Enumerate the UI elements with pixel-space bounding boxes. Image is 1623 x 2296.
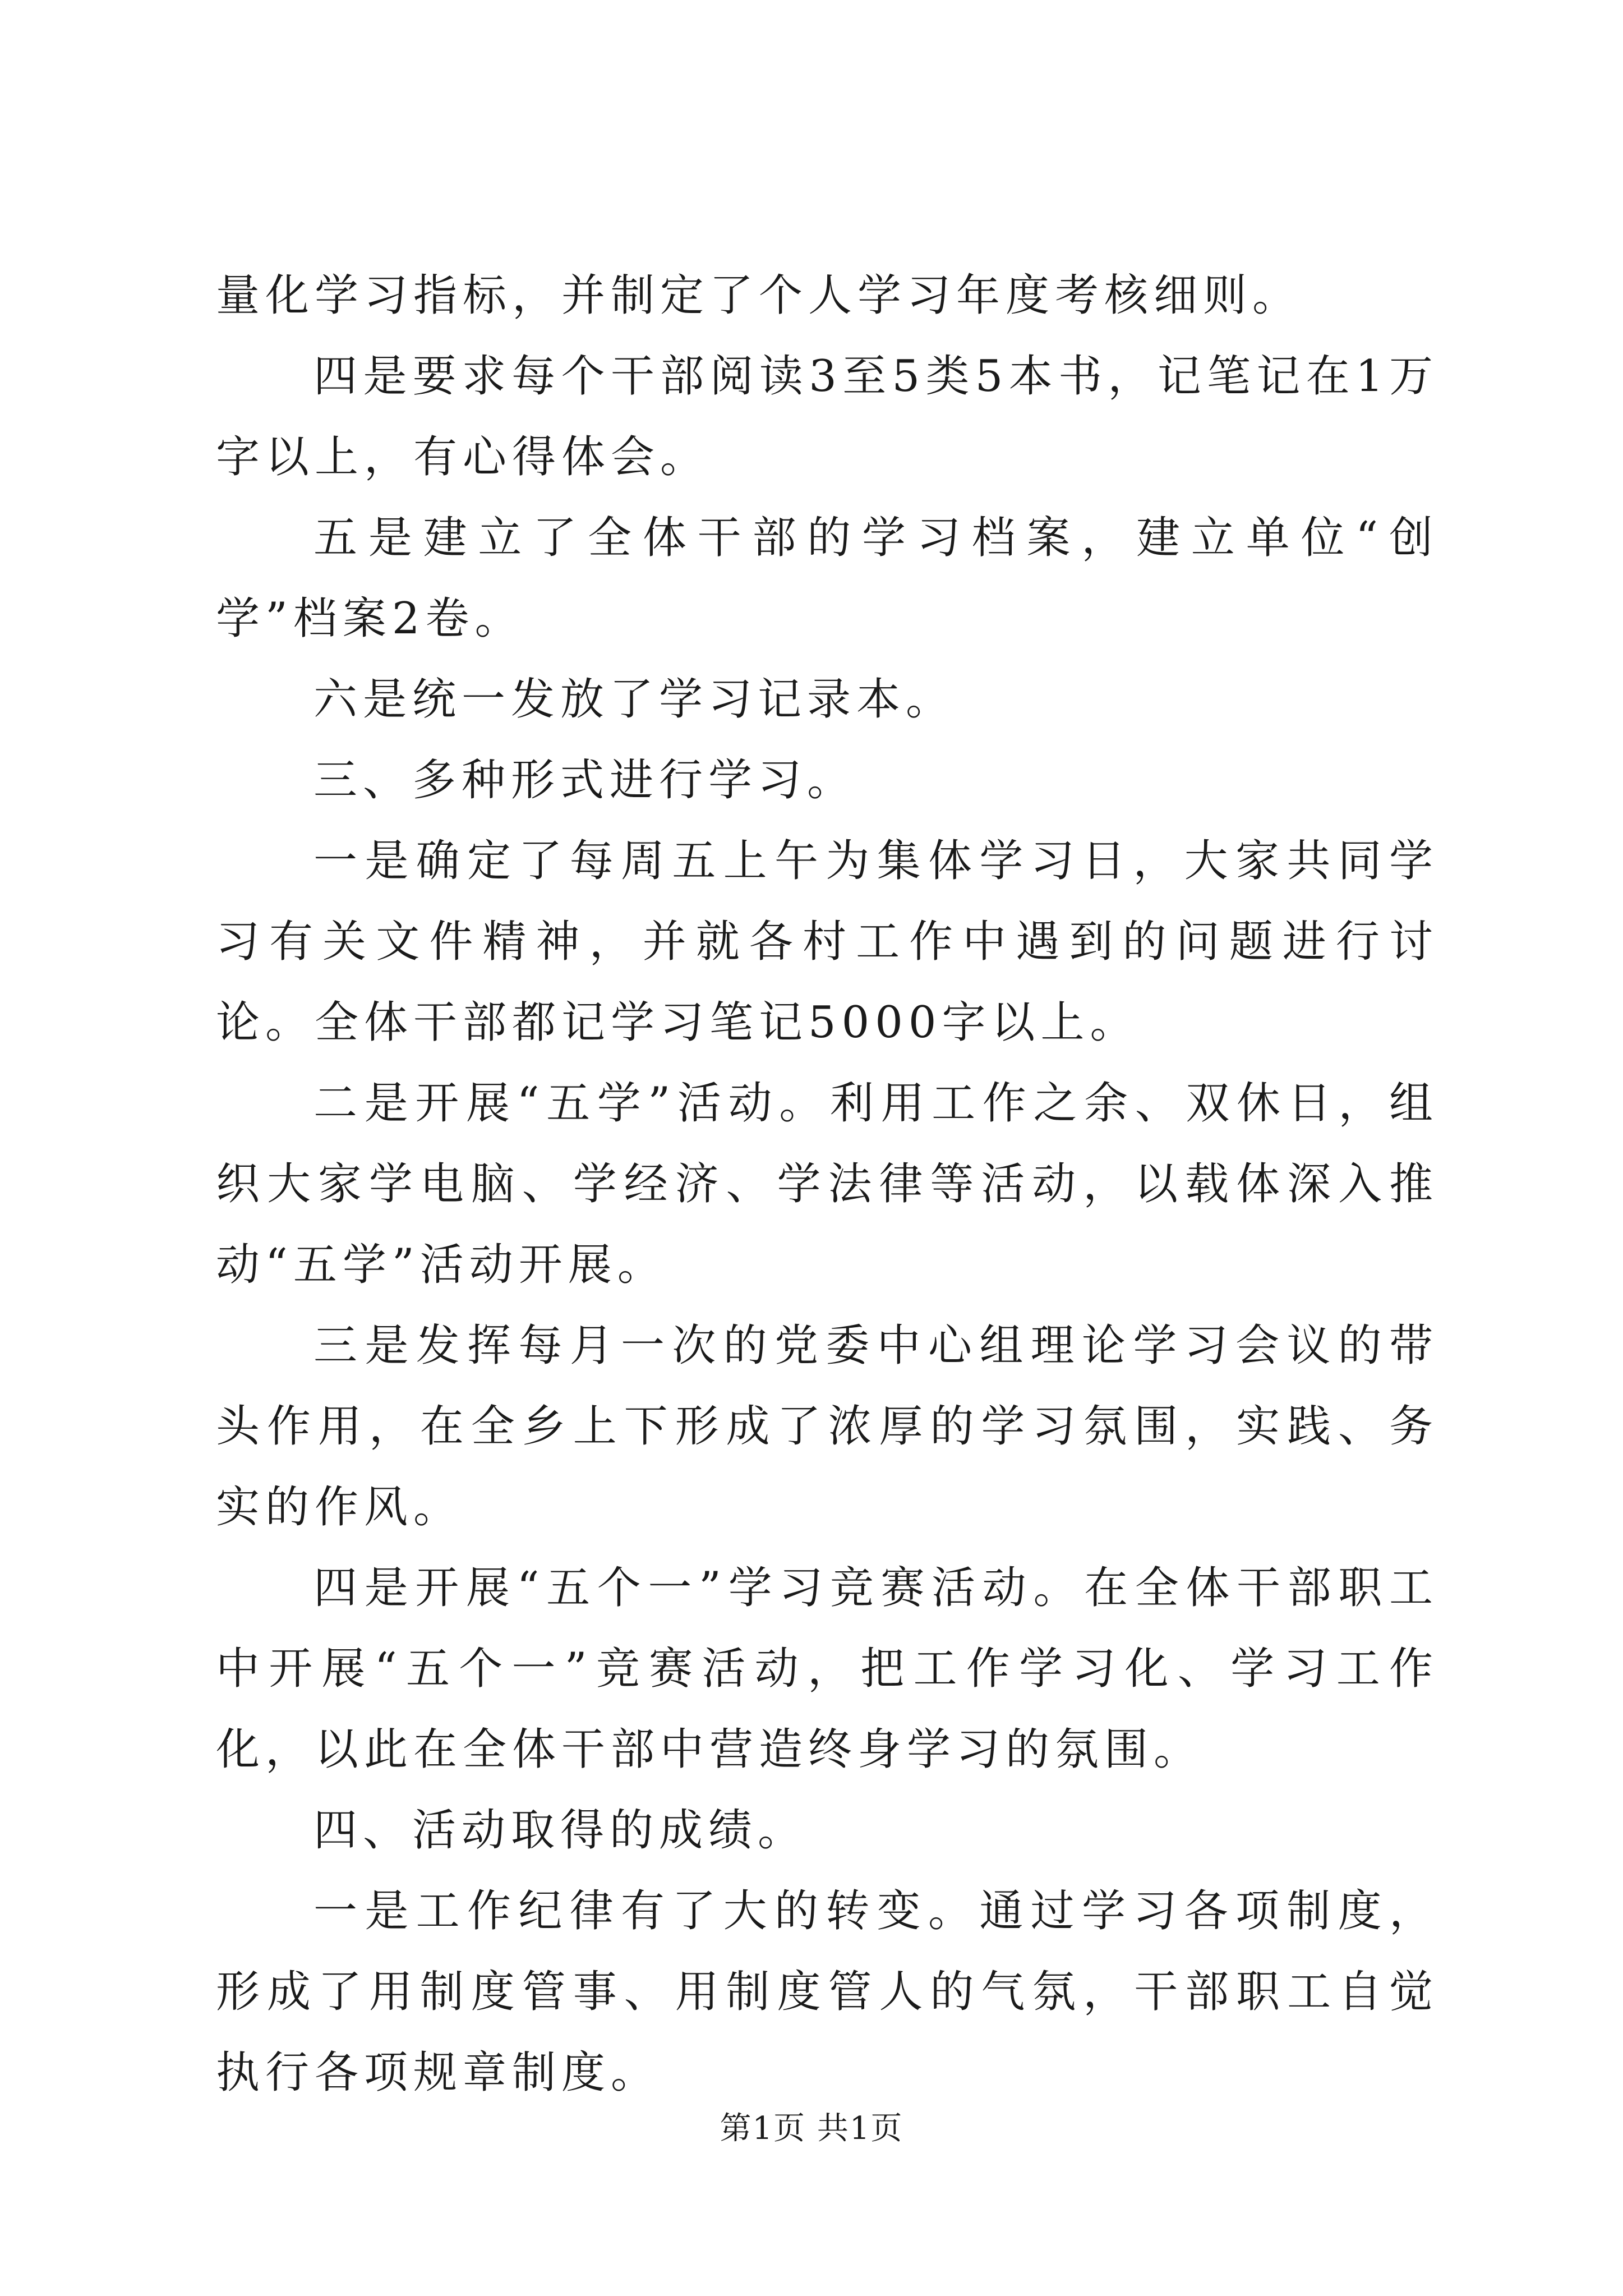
paragraph-8: 三是发挥每月一次的党委中心组理论学习会议的带头作用，在全乡上下形成了浓厚的学习氛围，实践、务实的作风。 xyxy=(216,1320,1438,1533)
section-heading-3: 三、多种形式进行学习。 xyxy=(313,755,857,806)
paragraph-6: 一是确定了每周五上午为集体学习日，大家共同学习有关文件精神，并就各村工作中遇到的问题进行讨论。全体干部都记学习笔记5000字以上。 xyxy=(216,836,1438,1048)
paragraph-2: 四是要求每个干部阅读3至5类5本书，记笔记在1万字以上，有心得体会。 xyxy=(216,351,1438,482)
page-footer: 第1页 共1页 xyxy=(720,2110,903,2147)
section-heading-4: 四、活动取得的成绩。 xyxy=(313,1805,808,1856)
document-body xyxy=(216,255,1438,2113)
paragraph-1: 量化学习指标，并制定了个人学习年度考核细则。 xyxy=(216,270,1302,321)
paragraph-9: 四是开展“五个一”学习竞赛活动。在全体干部职工中开展“五个一”竞赛活动，把工作学习化、学习工作化，以此在全体干部中营造终身学习的氛围。 xyxy=(216,1563,1438,1775)
paragraph-11: 一是工作纪律有了大的转变。通过学习各项制度，形成了用制度管事、用制度管人的气氛，干部职工自觉执行各项规章制度。 xyxy=(216,1886,1438,2098)
paragraph-4: 六是统一发放了学习记录本。 xyxy=(313,674,956,725)
paragraph-7: 二是开展“五学”活动。利用工作之余、双休日，组织大家学电脑、学经济、学法律等活动，以载体深入推动“五学”活动开展。 xyxy=(216,1078,1438,1290)
paragraph-3: 五是建立了全体干部的学习档案，建立单位“创学”档案2卷。 xyxy=(216,513,1438,644)
